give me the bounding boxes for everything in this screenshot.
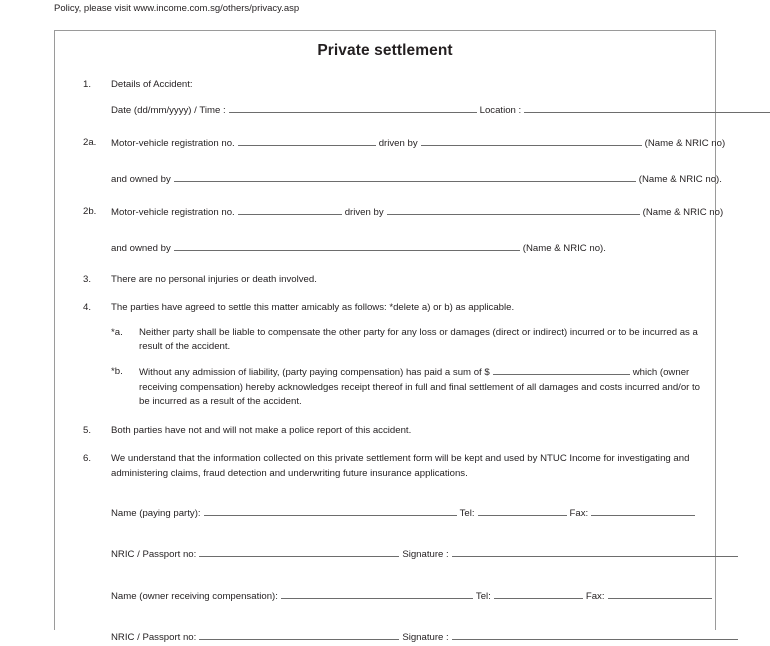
clause-2b-line-1 [111,205,724,221]
owned-by-label: and owned by [111,173,171,185]
receiving-party-tel-label: Tel: [475,590,491,602]
paying-party-fax-rule[interactable] [591,506,695,516]
clause-2a-number: 2a. [83,137,97,149]
driver-name-rule[interactable] [387,205,640,215]
receiving-party-signature-rule[interactable] [452,630,738,640]
clause-2b [55,205,724,256]
clause-3-number: 3. [83,273,92,285]
vehicle-registration-label: Motor-vehicle registration no. [111,207,235,219]
owner-name-rule[interactable] [174,241,520,251]
subclause-a-marker: *a. [111,326,123,338]
clause-1-number: 1. [83,79,92,90]
clause-6-text: We understand that the information collected on this private settlement form will be kept and used by NTUC Income for investigating and administering claims, fraud detection and underwriting future insurance applications. [111,453,690,479]
clause-2a-line-1 [111,136,726,152]
clause-3 [55,273,715,288]
form-sheet [54,30,726,644]
clause-2b-line-2 [111,241,705,257]
clause-2a-line-2 [111,172,722,188]
paying-party-name-row [111,506,705,522]
clause-4-text: The parties have agreed to settle this matter amicably as follows: *delete a) or b) as applicable. [111,302,515,314]
paying-party-fax-label: Fax: [569,507,589,519]
receiving-party-nric-rule[interactable] [199,630,399,640]
signature-block-paying-party [55,506,715,563]
receiving-party-fax-label: Fax: [585,590,605,602]
clause-2b-number: 2b. [83,206,97,218]
driver-name-nric-hint: (Name & NRIC no) [642,207,724,219]
owner-name-nric-hint: (Name & NRIC no). [638,173,722,185]
location-label: Location : [479,104,522,116]
clause-1-heading: Details of Accident: [111,79,193,90]
clause-4-subclause-b [111,365,705,410]
clause-5-text: Both parties have not and will not make a police report of this accident. [111,424,412,436]
clause-5-number: 5. [83,424,92,436]
subclause-b-text-after: which (owner receiving compensation) hereby acknowledges receipt thereof in full and final settlement of all damages and costs incurred and/or to be incurred as a result of the accident. [139,366,701,408]
privacy-policy-note: Policy, please visit www.income.com.sg/others/privacy.asp [54,3,300,14]
receiving-party-name-row [111,589,705,605]
clause-4-number: 4. [83,302,92,314]
clause-4-subclause-a [111,326,705,355]
subclause-b-marker: *b. [111,365,123,377]
receiving-party-fax-rule[interactable] [608,589,712,599]
paying-party-tel-label: Tel: [459,507,475,519]
compensation-amount-rule[interactable] [493,365,630,375]
signature-block-receiving-party [55,589,715,646]
clause-1 [55,78,715,118]
driven-by-label: driven by [378,138,418,150]
owner-name-rule[interactable] [174,172,636,182]
receiving-party-nric-label: NRIC / Passport no: [111,632,197,644]
subclause-a-text: Neither party shall be liable to compensate the other party for any loss or damages (direct or indirect) incurred or to be incurred as a result of the accident. [139,326,698,353]
paying-party-name-label: Name (paying party): [111,507,201,519]
clause-1-fields [111,103,705,119]
date-time-input-rule[interactable] [229,103,477,113]
paying-party-signature-label: Signature : [402,549,449,561]
driver-name-rule[interactable] [421,136,642,146]
receiving-party-nric-row [111,630,705,646]
paying-party-nric-rule[interactable] [199,547,399,557]
clause-6 [55,452,715,481]
vehicle-registration-label: Motor-vehicle registration no. [111,138,235,150]
paying-party-nric-label: NRIC / Passport no: [111,549,197,561]
paying-party-name-rule[interactable] [204,506,457,516]
vehicle-registration-rule[interactable] [238,136,376,146]
location-input-rule[interactable] [524,103,770,113]
clause-5 [55,424,715,439]
clause-3-text: There are no personal injuries or death involved. [111,273,317,285]
paying-party-signature-rule[interactable] [452,547,738,557]
receiving-party-tel-rule[interactable] [494,589,583,599]
paying-party-nric-row [111,547,705,563]
clause-2a [55,136,726,187]
receiving-party-name-rule[interactable] [281,589,473,599]
receiving-party-signature-label: Signature : [402,632,449,644]
subclause-b-text-before: Without any admission of liability, (party paying compensation) has paid a sum of $ [139,366,490,378]
driver-name-nric-hint: (Name & NRIC no) [644,138,726,150]
owner-name-nric-hint: (Name & NRIC no). [522,242,606,254]
receiving-party-name-label: Name (owner receiving compensation): [111,590,278,602]
driven-by-label: driven by [344,207,384,219]
clause-4 [55,301,715,410]
paying-party-tel-rule[interactable] [478,506,567,516]
clause-6-number: 6. [83,453,92,465]
owned-by-label: and owned by [111,242,171,254]
date-time-label: Date (dd/mm/yyyy) / Time : [111,104,226,116]
vehicle-registration-rule[interactable] [238,205,342,215]
page-title: Private settlement [317,42,453,59]
